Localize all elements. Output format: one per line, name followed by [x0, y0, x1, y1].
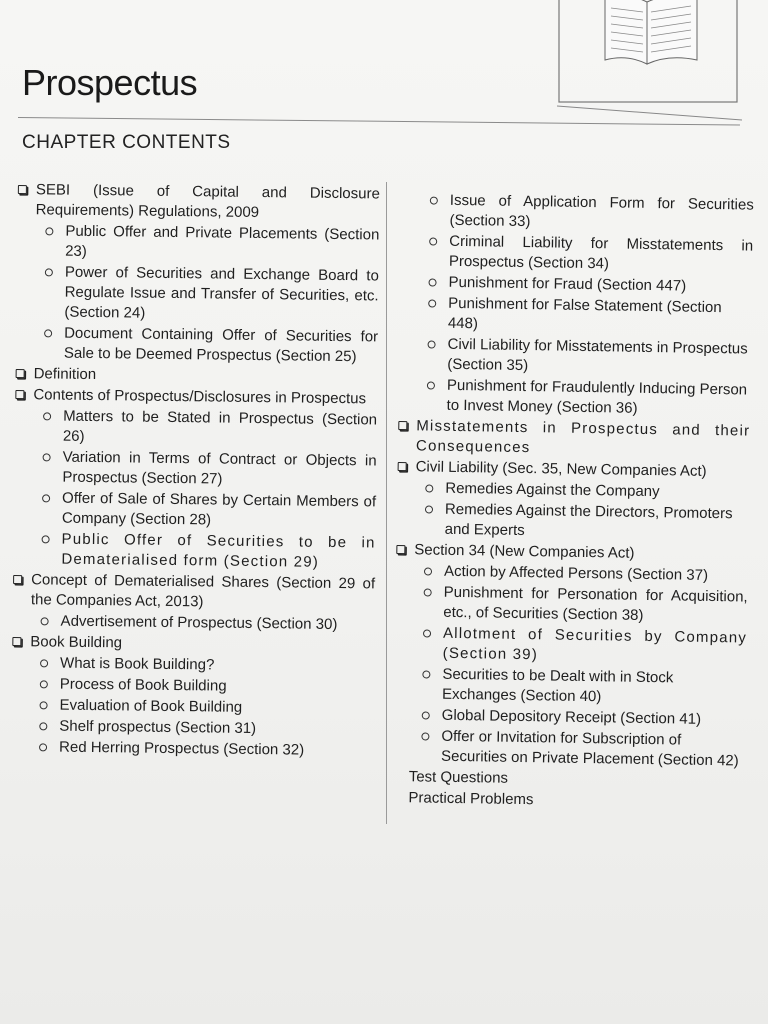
- contents-entry: Red Herring Prospectus (Section 32): [7, 737, 373, 761]
- circle-bullet-icon: [423, 629, 431, 637]
- contents-entry: Punishment for Personation for Acquisition, etc., of Securities (Section 38): [391, 582, 748, 628]
- circle-bullet-icon: [429, 237, 437, 245]
- contents-entry: Offer of Sale of Shares by Certain Members of Company (Section 28): [10, 488, 376, 532]
- circle-bullet-icon: [44, 329, 52, 337]
- contents-entry: Action by Affected Persons (Section 37): [392, 561, 748, 587]
- circle-bullet-icon: [422, 711, 430, 719]
- circle-bullet-icon: [43, 453, 51, 461]
- circle-bullet-icon: [430, 197, 438, 205]
- contents-entry: Test Questions: [408, 768, 509, 787]
- contents-entry: Public Offer and Private Placements (Section 23): [13, 221, 379, 265]
- circle-bullet-icon: [45, 227, 53, 235]
- contents-entry: SEBI (Issue of Capital and Disclosure Requirements) Regulations, 2009: [14, 180, 380, 224]
- circle-bullet-icon: [424, 567, 432, 575]
- contents-entry: Process of Book Building: [8, 674, 374, 698]
- circle-bullet-icon: [428, 340, 436, 348]
- contents-entry: Remedies Against the Company: [393, 478, 749, 504]
- square-bullet-icon: [398, 462, 407, 471]
- circle-bullet-icon: [39, 722, 47, 730]
- contents-entry: Shelf prospectus (Section 31): [7, 716, 373, 740]
- contents-entry: Allotment of Securities by Company (Section 39): [391, 623, 748, 669]
- square-bullet-icon: [398, 421, 407, 430]
- contents-entry: Punishment for False Statement (Section 448): [396, 293, 753, 339]
- contents-entry: Misstatements in Prospectus and their Consequences: [394, 416, 751, 462]
- circle-bullet-icon: [45, 268, 53, 276]
- contents-entry: Practical Problems: [408, 789, 534, 809]
- contents-entry: Document Containing Offer of Securities for Sale to be Deemed Prospectus (Section 25): [12, 323, 378, 367]
- contents-entry: Civil Liability for Misstatements in Prospectus (Section 35): [395, 334, 752, 380]
- square-bullet-icon: [15, 390, 24, 399]
- contents-entry: Punishment for Fraudulently Inducing Person to Invest Money (Section 36): [394, 375, 751, 421]
- contents-entry: Offer or Invitation for Subscription of Securities on Private Placement (Section 42): [389, 726, 746, 772]
- page-title: Prospectus: [22, 62, 198, 103]
- contents-entry: Power of Securities and Exchange Board to Regulate Issue and Transfer of Securities, etc. (Section 24): [12, 262, 379, 326]
- circle-bullet-icon: [422, 670, 430, 678]
- circle-bullet-icon: [421, 732, 429, 740]
- contents-entry: Concept of Dematerialised Shares (Section 29 of the Companies Act, 2013): [9, 570, 375, 614]
- contents-entry: Global Depository Receipt (Section 41): [390, 705, 746, 731]
- open-book-illustration: [557, 0, 742, 124]
- contents-entry: Issue of Application Form for Securities (Section 33): [397, 190, 754, 236]
- contents-entry: Criminal Liability for Misstatements in Prospectus (Section 34): [397, 231, 754, 277]
- circle-bullet-icon: [41, 617, 49, 625]
- contents-entry: Evaluation of Book Building: [7, 695, 373, 719]
- contents-entry: Contents of Prospectus/Disclosures in Prospectus: [11, 385, 377, 409]
- contents-entry: Punishment for Fraud (Section 447): [396, 272, 752, 298]
- contents-entry: Civil Liability (Sec. 35, New Companies Act): [393, 457, 749, 483]
- square-bullet-icon: [12, 637, 21, 646]
- square-bullet-icon: [13, 575, 22, 584]
- contents-entry: Public Offer of Securities to be in Dematerialised form (Section 29): [9, 529, 375, 573]
- circle-bullet-icon: [428, 299, 436, 307]
- contents-entry: Securities to be Dealt with in Stock Exchanges (Section 40): [390, 664, 747, 710]
- circle-bullet-icon: [40, 659, 48, 667]
- circle-bullet-icon: [42, 494, 50, 502]
- circle-bullet-icon: [43, 412, 51, 420]
- circle-bullet-icon: [42, 535, 50, 543]
- contents-entry: Definition: [12, 364, 378, 388]
- square-bullet-icon: [18, 185, 27, 194]
- circle-bullet-icon: [428, 278, 436, 286]
- column-divider: [386, 182, 387, 824]
- circle-bullet-icon: [424, 588, 432, 596]
- contents-column-left: [7, 180, 380, 762]
- contents-entry: Section 34 (New Companies Act): [392, 540, 748, 566]
- circle-bullet-icon: [425, 484, 433, 492]
- square-bullet-icon: [396, 545, 405, 554]
- contents-column-right: [388, 190, 754, 815]
- circle-bullet-icon: [425, 505, 433, 513]
- circle-bullet-icon: [39, 743, 47, 751]
- contents-entry: What is Book Building?: [8, 653, 374, 677]
- contents-entry: Book Building: [8, 632, 374, 656]
- circle-bullet-icon: [427, 381, 435, 389]
- chapter-contents-heading: CHAPTER CONTENTS: [22, 132, 231, 153]
- contents-entry: Advertisement of Prospectus (Section 30): [8, 611, 374, 635]
- contents-entry: Matters to be Stated in Prospectus (Section 26): [11, 406, 377, 450]
- circle-bullet-icon: [40, 680, 48, 688]
- circle-bullet-icon: [40, 701, 48, 709]
- contents-entry: Remedies Against the Directors, Promoters and Experts: [393, 499, 750, 545]
- square-bullet-icon: [16, 369, 25, 378]
- contents-entry: Variation in Terms of Contract or Objects in Prospectus (Section 27): [10, 447, 376, 491]
